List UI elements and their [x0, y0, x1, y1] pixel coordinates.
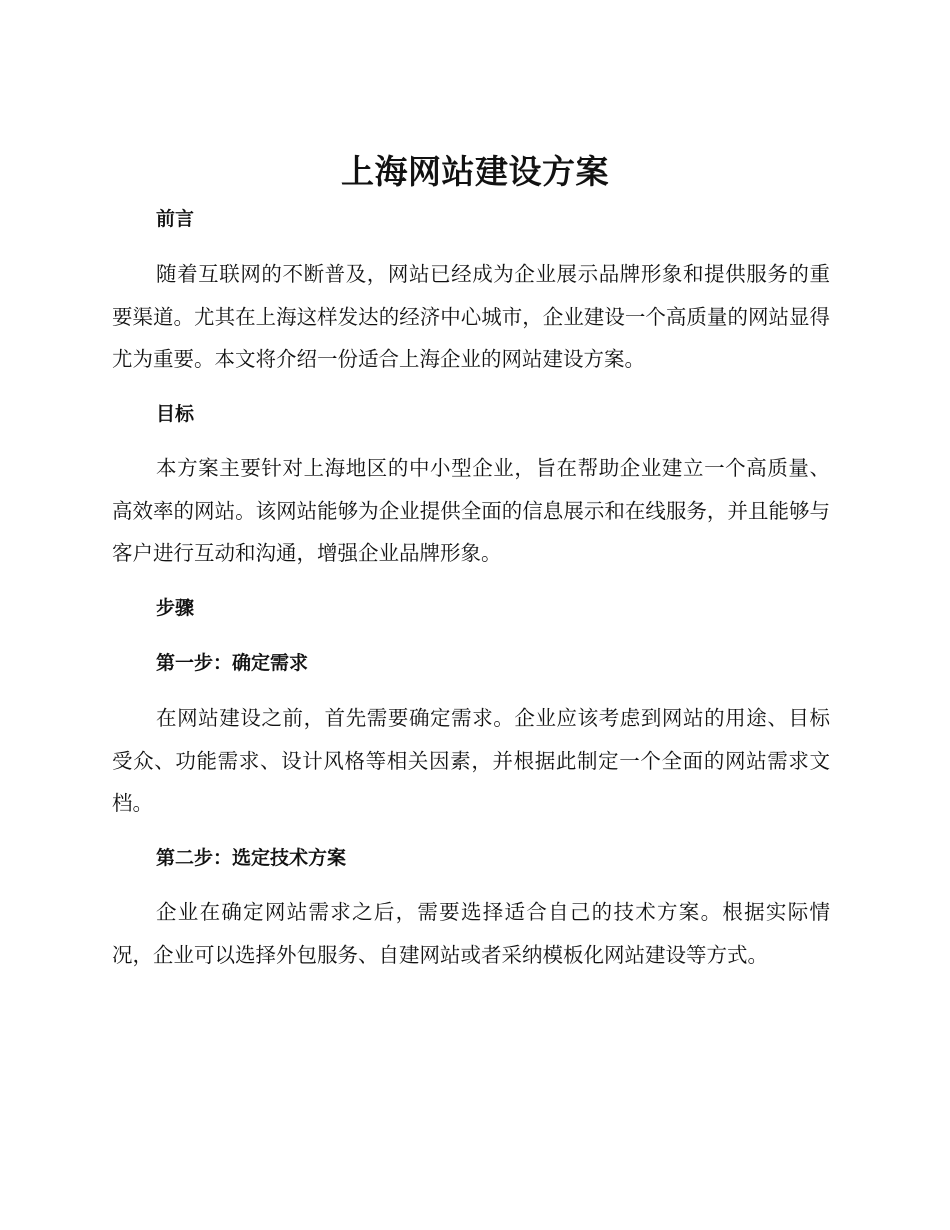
section-heading-steps: 步骤	[156, 597, 195, 619]
section-paragraph-step-one: 在网站建设之前，首先需要确定需求。企业应该考虑到网站的用途、目标受众、功能需求、设计风格等相关因素，并根据此制定一个全面的网站需求文档。	[112, 706, 830, 815]
section-heading-step-two: 第二步：选定技术方案	[156, 847, 347, 869]
section-paragraph-step-two: 企业在确定网站需求之后，需要选择适合自己的技术方案。根据实际情况，企业可以选择外包服务、自建网站或者采纳模板化网站建设等方式。	[112, 900, 830, 967]
section-heading-goal: 目标	[156, 403, 195, 425]
section-heading-step-one: 第一步：确定需求	[156, 652, 309, 674]
section-paragraph-goal: 本方案主要针对上海地区的中小型企业，旨在帮助企业建立一个高质量、高效率的网站。该网站能够为企业提供全面的信息展示和在线服务，并且能够与客户进行互动和沟通，增强企业品牌形象。	[112, 456, 830, 565]
section-heading-preface: 前言	[156, 208, 195, 230]
document-title: 上海网站建设方案	[341, 152, 609, 191]
section-paragraph-preface: 随着互联网的不断普及，网站已经成为企业展示品牌形象和提供服务的重要渠道。尤其在上海这样发达的经济中心城市，企业建设一个高质量的网站显得尤为重要。本文将介绍一份适合上海企业的网站建设方案。	[112, 262, 830, 371]
